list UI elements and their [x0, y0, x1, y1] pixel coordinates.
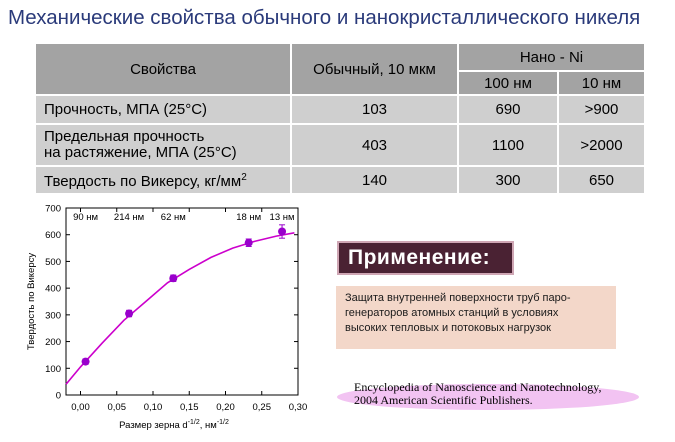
x-axis-label: Размер зерна $d^{-1/2}$, $нм^{-1/2}$	[119, 419, 229, 431]
x-tick-label: 0,05	[107, 402, 126, 413]
data-point	[82, 358, 90, 366]
cell-nano10: >2000	[558, 124, 645, 166]
x-tick-label: 0,20	[216, 402, 235, 413]
row-label: Предельная прочность на растяжение, МПА (25°C)	[35, 124, 291, 166]
application-heading: Применение:	[337, 241, 514, 275]
y-tick-label: 200	[45, 337, 61, 349]
y-tick-label: 500	[45, 256, 61, 268]
cell-nano100: 300	[458, 166, 558, 194]
cell-conventional: 403	[291, 124, 458, 166]
page-title: Механические свойства обычного и нанокристаллического никеля	[8, 6, 641, 29]
table-row	[35, 95, 645, 124]
table-row	[35, 166, 645, 194]
cell-nano10: 650	[558, 166, 645, 194]
reference	[337, 378, 639, 414]
properties-table	[34, 42, 646, 195]
x-tick-label: 0,25	[252, 402, 271, 413]
x-tick-label: 0,10	[143, 402, 163, 413]
reference-text: Encyclopedia of Nanoscience and Nanotechnology, 2004 American Scientific Publishers.	[354, 380, 602, 407]
y-tick-label: 700	[45, 203, 61, 215]
point-annotation: 90 нм	[73, 212, 99, 223]
cell-nano10: >900	[558, 95, 645, 124]
y-tick-label: 300	[45, 310, 61, 322]
y-tick-label: 400	[45, 283, 61, 295]
x-tick-label: 0,00	[71, 402, 90, 413]
point-annotation: 18 нм	[236, 212, 262, 223]
fit-curve	[66, 233, 294, 384]
x-tick-label: 0,15	[180, 402, 199, 413]
cell-conventional: 103	[291, 95, 458, 124]
cell-conventional: 140	[291, 166, 458, 194]
data-point	[169, 274, 177, 282]
point-annotation: 13 нм	[269, 212, 295, 223]
header-nano: Нано - Ni	[458, 43, 645, 71]
point-annotation: 62 нм	[160, 212, 186, 223]
chart-svg	[0, 196, 322, 442]
cell-nano100: 1100	[458, 124, 558, 166]
application-text: Защита внутренней поверхности труб паро- генераторов атомных станций в условиях высоких тепловых и потоковых нагрузок	[336, 286, 616, 349]
header-nano-100: 100 нм	[458, 71, 558, 95]
y-tick-label: 100	[45, 363, 61, 375]
header-nano-10: 10 нм	[558, 71, 645, 95]
table-row	[35, 124, 645, 166]
y-tick-label: 0	[55, 390, 61, 402]
hardness-chart	[0, 196, 322, 442]
header-property: Свойства	[35, 43, 291, 95]
x-tick-label: 0,30	[288, 402, 308, 413]
y-tick-label: 600	[45, 230, 61, 242]
row-label: Прочность, МПА (25°C)	[35, 95, 291, 124]
data-point	[125, 310, 133, 318]
point-annotation: 214 нм	[113, 212, 145, 223]
row-label: Твердость по Викерсу, $кг/мм^2$	[35, 166, 291, 194]
plot-frame	[66, 208, 298, 395]
data-point	[245, 239, 253, 247]
data-point	[278, 228, 286, 236]
cell-nano100: 690	[458, 95, 558, 124]
header-conventional: Обычный, 10 мкм	[291, 43, 458, 95]
y-axis-label: Твердость по Викерсу	[26, 252, 37, 351]
